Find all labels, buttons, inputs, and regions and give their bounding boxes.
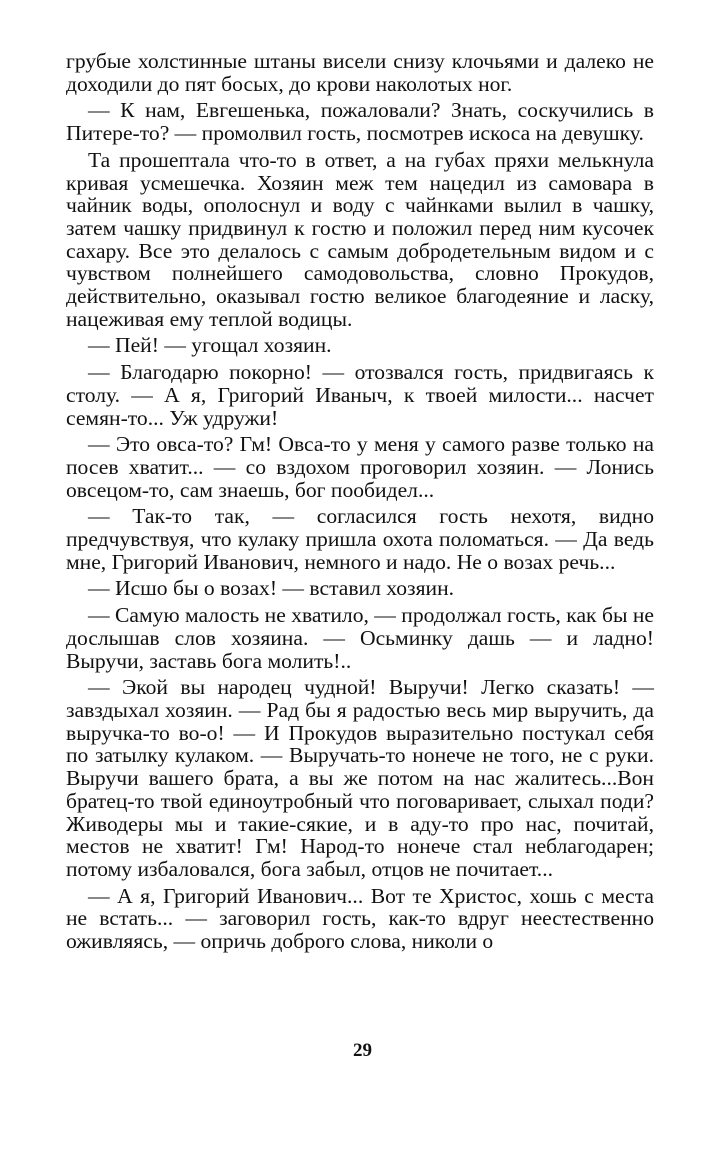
page-text [66, 50, 654, 953]
paragraph-3: Та прошептала что-то в ответ, а на губах пряхи мелькнула кривая усмешечка. Хозяин меж тем нацедил из самовара в чайник воды, ополоснул и воду с чайнками вылил в чашку, затем чашку придвинул к гостю и положил перед ним кусочек сахару. Все это делалось с самым добродетельным видом и с чувством полнейшего самодовольства, словно Прокудов, действительно, оказывал гостю великое благодеяние и ласку, нацеживая ему теплой водицы. [66, 147, 654, 331]
paragraph-7: — Так-то так, — согласился гость нехотя, видно предчувствуя, что кулаку пришла охота поломаться. — Да ведь мне, Григорий Иванович, немного и надо. Не о возах речь... [66, 504, 654, 574]
paragraph-9: — Самую малость не хватило, — продолжал гость, как бы не дослышав слов хозяина. — Осьминку дашь — и ладно! Выручи, заставь бога молить!.. [66, 603, 654, 673]
page-number: 29 [353, 1040, 372, 1061]
paragraph-11: — А я, Григорий Иванович... Вот те Христос, хошь с места не встать... — заговорил гость, как-то вдруг неестественно оживляясь, — опричь доброго слова, николи о [66, 883, 654, 954]
paragraph-1: грубые холстинные штаны висели снизу клочьями и далеко не доходили до пят босых, до крови наколотых ног. [66, 49, 654, 96]
paragraph-5: — Благодарю покорно! — отозвался гость, придвигаясь к столу. — А я, Григорий Иваныч, к твоей милости... насчет семян-то... Уж удружи! [66, 360, 654, 430]
paragraph-2: — К нам, Евгешенька, пожаловали? Знать, соскучились в Питере-то? — промолвил гость, посмотрев искоса на девушку. [66, 98, 654, 146]
paragraph-6: — Это овса-то? Гм! Овса-то у меня у самого разве только на посев хватит... — со вздохом проговорил хозяин. — Лонись овсецом-то, сам знаешь, бог пообидел... [66, 432, 654, 502]
paragraph-4: — Пей! — угощал хозяин. [88, 333, 332, 358]
paragraph-10: — Экой вы народец чудной! Выручи! Легко сказать! — завздыхал хозяин. — Рад бы я радостью весь мир выручить, да выручка-то во-о! — И Прокудов выразительно постукал себя по затылку кулаком. — Выручать-то нонече не того, не с руки. Выручи вашего брата, а вы же потом на нас жалитесь...Вон братец-то твой единоутробный что поговаривает, слыхал поди? Живодеры мы и такие-сякие, и в аду-то про нас, почитай, местов не хватит! Гм! Народ-то нонече стал неблагодарен; потому избаловался, бога забыл, отцов не почитает... [66, 675, 654, 881]
paragraph-8: — Исшо бы о возах! — вставил хозяин. [88, 576, 455, 601]
